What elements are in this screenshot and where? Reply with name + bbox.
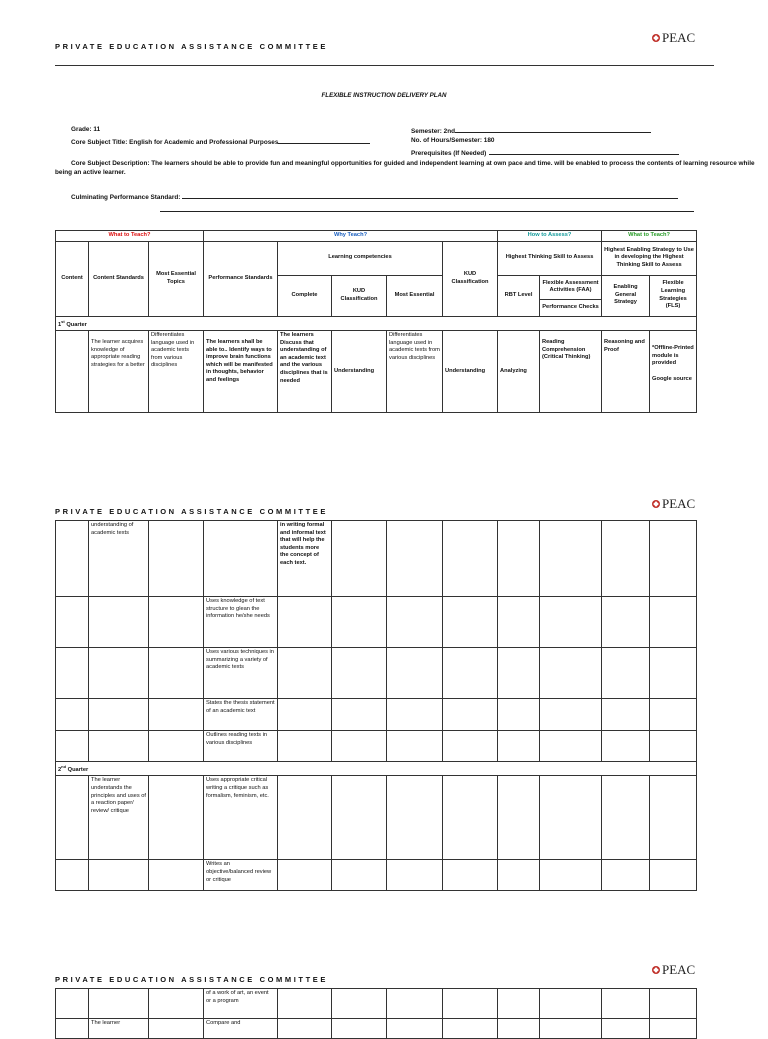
cell-content-standard: The learner (89, 1019, 149, 1039)
peac-logo (652, 496, 695, 512)
group-why-teach: Why Teach? (204, 231, 498, 242)
table-row (56, 521, 697, 597)
org-name: PRIVATE EDUCATION ASSISTANCE COMMITTEE (55, 975, 328, 984)
culminating-field (71, 192, 678, 201)
col-highest-enabling-strategy: Highest Enabling Strategy to Use in developing the Highest Thinking Skill to Assess (602, 241, 697, 275)
cell-performance-standard: States the thesis statement of an academic text (204, 699, 278, 731)
course-description: Core Subject Description: The learners should be able to provide fun and meaningful opportunities for guided and independent learning at own pace and time. will be enabled to process the contents of learning resource while being an active learner. (55, 160, 755, 176)
quarter-1-number: 1 (58, 321, 62, 328)
group-what-to-teach-2: What to Teach? (602, 231, 697, 242)
cell-content-standard: The learner understands the principles and uses of a reaction paper/ review/ critique (89, 776, 149, 860)
table-row (56, 860, 697, 891)
col-kud-classification-1: KUD Classification (332, 275, 387, 316)
quarter-2-number: 2 (58, 766, 62, 773)
prereq-underline (489, 148, 679, 155)
page-2 (0, 490, 768, 930)
cell-performance-standard: Compare and (204, 1019, 278, 1039)
subject-underline (278, 137, 370, 144)
cell-kud-2: Understanding (443, 331, 498, 413)
table-row (56, 331, 697, 413)
cell-faa: Reading Comprehension (Critical Thinking) (540, 331, 602, 413)
peac-logo (652, 962, 695, 978)
table-row (56, 989, 697, 1019)
fidp-table-page-3 (55, 988, 697, 1039)
group-how-to-assess: How to Assess? (498, 231, 602, 242)
logo-text: PEAC (662, 962, 696, 977)
table-row (56, 648, 697, 699)
group-what-to-teach: What to Teach? (56, 231, 204, 242)
quarter-2-label (56, 762, 697, 776)
fls-google-source: Google source (652, 375, 692, 382)
logo-text: PEAC (662, 30, 696, 45)
peac-logo-icon (652, 500, 660, 508)
col-highest-thinking-skill: Highest Thinking Skill to Assess (498, 241, 602, 275)
table-row (56, 1019, 697, 1039)
culminating-underline-1 (182, 192, 678, 199)
cell-fls (650, 331, 697, 413)
quarter-1-word: Quarter (66, 321, 87, 328)
fls-offline-module: *Offline-Printed module is provided (652, 345, 694, 367)
col-content: Content (56, 241, 89, 316)
cell-performance-standard: Outlines reading texts in various disciplines (204, 731, 278, 762)
quarter-2-word: Quarter (67, 766, 89, 773)
col-most-essential-topics: Most Essential Topics (149, 241, 204, 316)
doc-title: FLEXIBLE INSTRUCTION DELIVERY PLAN (321, 92, 447, 99)
culminating-label: Culminating Performance Standard: (71, 194, 181, 201)
semester-label: Semester: 2nd (411, 128, 456, 135)
fidp-table-page-1 (55, 230, 697, 413)
col-flexible-assessment-activities: Flexible Assessment Activities (FAA) (540, 275, 602, 299)
col-complete: Complete (278, 275, 332, 316)
col-kud-classification-2: KUD Classification (443, 241, 498, 316)
cell-rbt: Analyzing (498, 331, 540, 413)
table-row (56, 731, 697, 762)
peac-logo (652, 30, 695, 46)
subject-field (71, 137, 370, 146)
col-rbt-level: RBT Level (498, 275, 540, 316)
header-rule (55, 65, 714, 66)
cell-performance-standard: Uses knowledge of text structure to glean the information he/she needs (204, 597, 278, 648)
cell-complete: The learners Discuss that understanding of an academic text and the various disciplines that is needed (278, 331, 332, 413)
table-row (56, 776, 697, 860)
cell-performance-standard: Writes an objective/balanced review or critique (204, 860, 278, 891)
semester-underline (455, 126, 651, 133)
org-name: PRIVATE EDUCATION ASSISTANCE COMMITTEE (55, 507, 328, 516)
cell-content-standard: understanding of academic texts (89, 521, 149, 597)
table-row (56, 597, 697, 648)
fidp-table-page-2 (55, 520, 697, 891)
table-row (56, 699, 697, 731)
cell-performance-standard: of a work of art, an event or a program (204, 989, 278, 1019)
peac-logo-icon (652, 34, 660, 42)
cell-performance-standard: The learners shall be able to.. Identify ways to improve brain functions which will be manifested in thoughts, behavior and feelings (204, 331, 278, 413)
logo-text: PEAC (662, 496, 696, 511)
col-content-standards: Content Standards (89, 241, 149, 316)
col-learning-competencies: Learning competencies (278, 241, 443, 275)
col-performance-standards: Performance Standards (204, 241, 278, 316)
quarter-1-suffix: st (61, 318, 65, 324)
cell-kud-1: Understanding (332, 331, 387, 413)
col-most-essential: Most Essential (387, 275, 443, 316)
col-flexible-learning-strategies: Flexible Learning Strategies (FLS) (650, 275, 697, 316)
cell-topic: Differentiates language used in academic texts from various disciplines (149, 331, 204, 413)
quarter-2-suffix: nd (61, 764, 67, 769)
cell-complete: in writing formal and informal text that will help the students more the concept of each text. (278, 521, 332, 597)
page-1 (0, 0, 768, 460)
culminating-line-2 (160, 205, 694, 214)
quarter-1-label (56, 316, 697, 330)
prereq-label: Prerequisites (If Needed) (411, 150, 487, 157)
cell-egs: Reasoning and Proof (602, 331, 650, 413)
prereq-field (411, 148, 679, 157)
cell-performance-standard: Uses appropriate critical writing a critique such as formalism, feminism, etc. (204, 776, 278, 860)
hours-label: No. of Hours/Semester: 180 (411, 137, 495, 144)
cell-most-essential: Differentiates language used in academic texts from various disciplines (387, 331, 443, 413)
peac-logo-icon (652, 966, 660, 974)
col-performance-checks: Performance Checks (540, 299, 602, 316)
cell-performance-standard: Uses various techniques in summarizing a variety of academic texts (204, 648, 278, 699)
cell-content (56, 331, 89, 413)
semester-field (411, 126, 651, 135)
culminating-underline-2 (160, 205, 694, 212)
grade-label: Grade: 11 (71, 126, 101, 133)
col-enabling-general-strategy: Enabling General Strategy (602, 275, 650, 316)
cell-content-standard: The learner acquires knowledge of appropriate reading strategies for a better (89, 331, 149, 413)
subject-label: Core Subject Title: English for Academic and Professional Purposes (71, 139, 279, 146)
org-name: PRIVATE EDUCATION ASSISTANCE COMMITTEE (55, 42, 328, 51)
page-3 (0, 958, 768, 1024)
